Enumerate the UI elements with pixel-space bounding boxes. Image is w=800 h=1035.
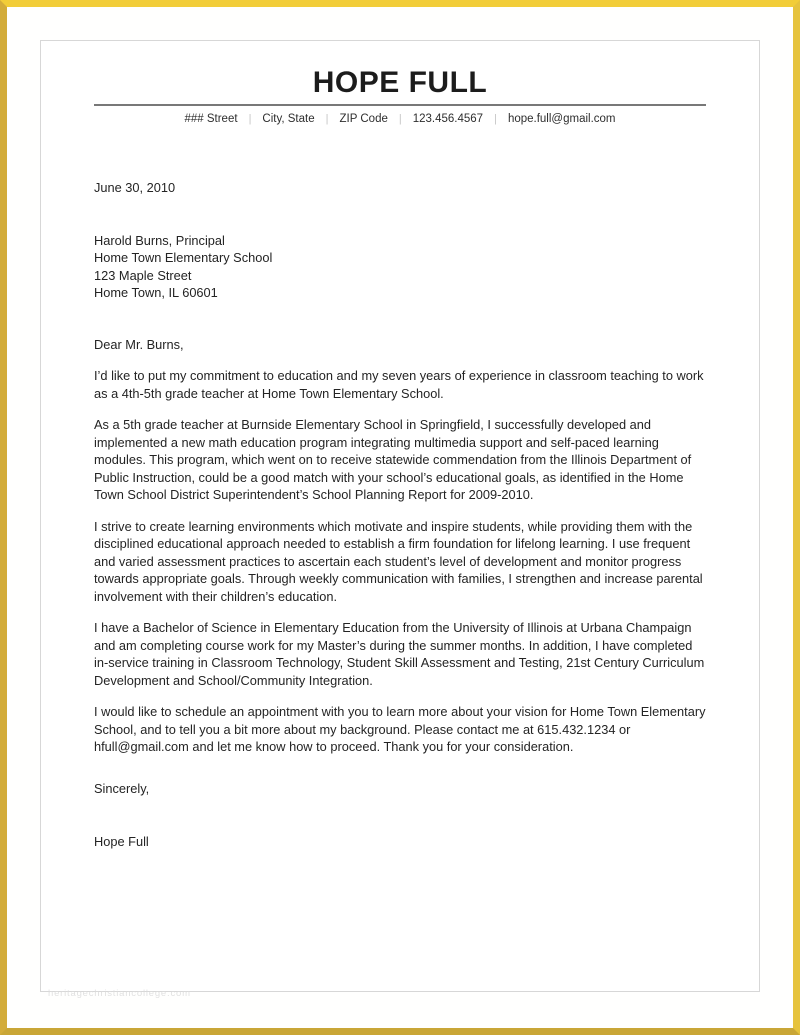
recipient-line: Harold Burns, Principal: [94, 232, 225, 248]
contact-separator: |: [325, 113, 329, 125]
contact-zip: ZIP Code: [339, 113, 388, 125]
header-divider: [94, 104, 706, 106]
watermark: heritagechristiancollege.com: [48, 988, 191, 999]
contact-separator: |: [398, 113, 402, 125]
contact-phone: 123.456.4567: [412, 113, 484, 125]
contact-city-state: City, State: [262, 113, 315, 125]
contact-street: ### Street: [184, 113, 238, 125]
contact-bar: [41, 113, 759, 125]
page-title: HOPE FULL: [312, 66, 488, 99]
contact-separator: |: [248, 113, 252, 125]
body-paragraph: I’d like to put my commitment to education and my seven years of experience in classroom teaching to work as a 4th-5th grade teacher at Home Town Elementary School.: [94, 368, 704, 401]
recipient-line: 123 Maple Street: [94, 267, 192, 283]
letter-header: [41, 41, 759, 125]
body-paragraph: I have a Bachelor of Science in Elementary Education from the University of Illinois at Urbana Champaign and am completing course work for my Master’s during the summer months. In addition, I have completed in-service training in Classroom Technology, Student Skill Assessment and Testing, 21st Century Curriculum Development and School/Community Integration.: [94, 620, 705, 688]
letter-sheet: [40, 40, 760, 992]
salutation: Dear Mr. Burns,: [94, 336, 184, 352]
recipient-block: [94, 232, 706, 302]
body-paragraph: I strive to create learning environments which motivate and inspire students, while providing them with the disciplined educational approach needed to establish a firm foundation for lifelong learning. I use frequent and varied assessment practices to ascertain each student’s level of development and monitor progress towards appropriate goals. Through weekly communication with families, I strengthen and increase parental involvement with their children’s education.: [94, 518, 703, 604]
body-paragraph: I would like to schedule an appointment with you to learn more about your vision for Home Town Elementary School, and to tell you a bit more about my background. Please contact me at 615.432.1234 or hfull@gmail.com and let me know how to proceed. Thank you for your consideration.: [94, 704, 706, 754]
letter-date: June 30, 2010: [94, 180, 176, 195]
recipient-line: Home Town, IL 60601: [94, 285, 218, 300]
recipient-line: Home Town Elementary School: [94, 250, 273, 265]
contact-email: hope.full@gmail.com: [507, 113, 616, 125]
closing: Sincerely,: [94, 780, 150, 796]
contact-separator: |: [494, 113, 497, 125]
letter-body: [41, 179, 759, 851]
signature-name: Hope Full: [94, 834, 149, 849]
body-paragraph: As a 5th grade teacher at Burnside Elementary School in Springfield, I successfully developed and implemented a new math education program integrating multimedia support and self-paced learning modules. This program, which went on to receive statewide commendation from the Illinois Department of Public Instruction, could be a good match with your school’s educational goals, as identified in the Home Town School District Superintendent’s School Planning Report for 2009-2010.: [94, 417, 692, 502]
